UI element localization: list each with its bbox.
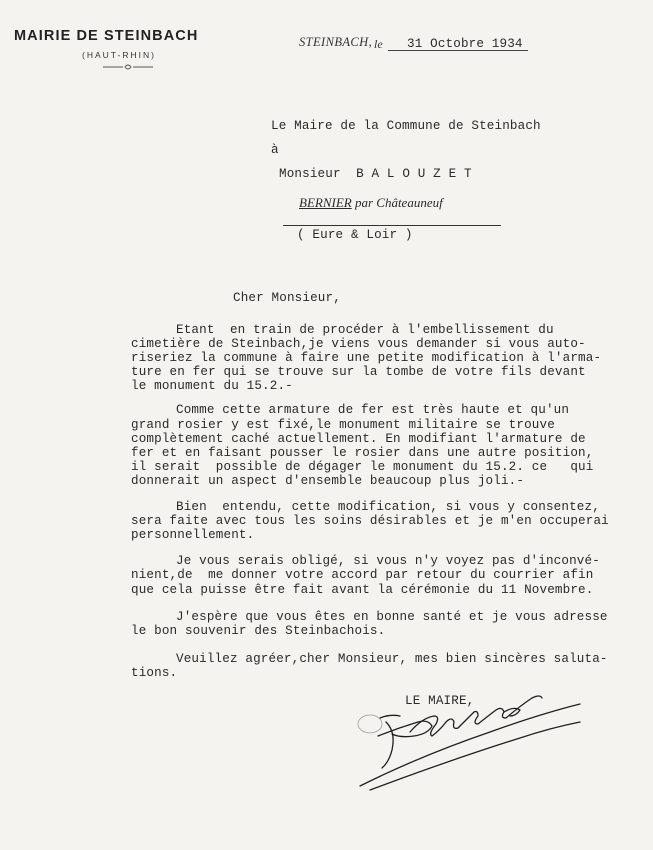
letterhead-title: MAIRIE DE STEINBACH [14, 28, 199, 44]
body-line: ture en fer qui se trouve sur la tombe de votre fils devant [131, 365, 586, 379]
letter-date: 31 Octobre 1934 [407, 37, 523, 51]
address-rule [283, 225, 501, 226]
body-line: Comme cette armature de fer est très haute et qu'un [176, 403, 570, 417]
closing-title: LE MAIRE, [405, 694, 475, 708]
handwritten-signature-icon [340, 688, 590, 798]
body-line: grand rosier y est fixé,le monument militaire se trouve [131, 418, 555, 432]
salutation: Cher Monsieur, [233, 291, 341, 305]
town-name: BERNIER [299, 195, 352, 210]
body-line: Veuillez agréer,cher Monsieur, mes bien sincères saluta- [176, 652, 608, 666]
letterhead-region: (HAUT-RHIN) [82, 50, 156, 60]
body-line: fer et en faisant pousser le rosier dans une autre position, [131, 446, 594, 460]
body-line: le bon souvenir des Steinbachois. [131, 624, 386, 638]
body-line: le monument du 15.2.- [131, 379, 293, 393]
body-line: Je vous serais obligé, si vous n'y voyez pas d'inconvé- [176, 554, 600, 568]
body-line: cimetière de Steinbach,je viens vous demander si vous auto- [131, 337, 586, 351]
recipient-department: ( Eure & Loir ) [297, 228, 413, 242]
body-line: que cela puisse être fait avant la cérémonie du 11 Novembre. [131, 583, 594, 597]
dateline-le: le [374, 37, 383, 51]
ornament-divider-icon [103, 60, 153, 74]
address-a: à [271, 143, 279, 157]
recipient-name: Monsieur B A L O U Z E T [279, 167, 472, 181]
body-line: personnellement. [131, 528, 255, 542]
town-rest: par Châteauneuf [351, 195, 443, 210]
body-line: tions. [131, 666, 178, 680]
body-line: Etant en train de procéder à l'embellissement du [176, 323, 554, 337]
body-line: complètement caché actuellement. En modifiant l'armature de [131, 432, 586, 446]
body-line: Bien entendu, cette modification, si vous y consentez, [176, 500, 600, 514]
body-line: riseriez la commune à faire une petite modification à l'arma- [131, 351, 602, 365]
body-line: nient,de me donner votre accord par retour du courrier afin [131, 568, 594, 582]
recipient-town [299, 195, 443, 211]
body-line: sera faite avec tous les soins désirables et je m'en occuperai [131, 514, 609, 528]
body-line: J'espère que vous êtes en bonne santé et je vous adresse [176, 610, 608, 624]
sender-line: Le Maire de la Commune de Steinbach [271, 119, 541, 133]
body-line: donnerait un aspect d'ensemble beaucoup plus joli.- [131, 474, 525, 488]
dateline-place: STEINBACH, [299, 35, 373, 49]
body-line: il serait possible de dégager le monument du 15.2. ce qui [131, 460, 594, 474]
